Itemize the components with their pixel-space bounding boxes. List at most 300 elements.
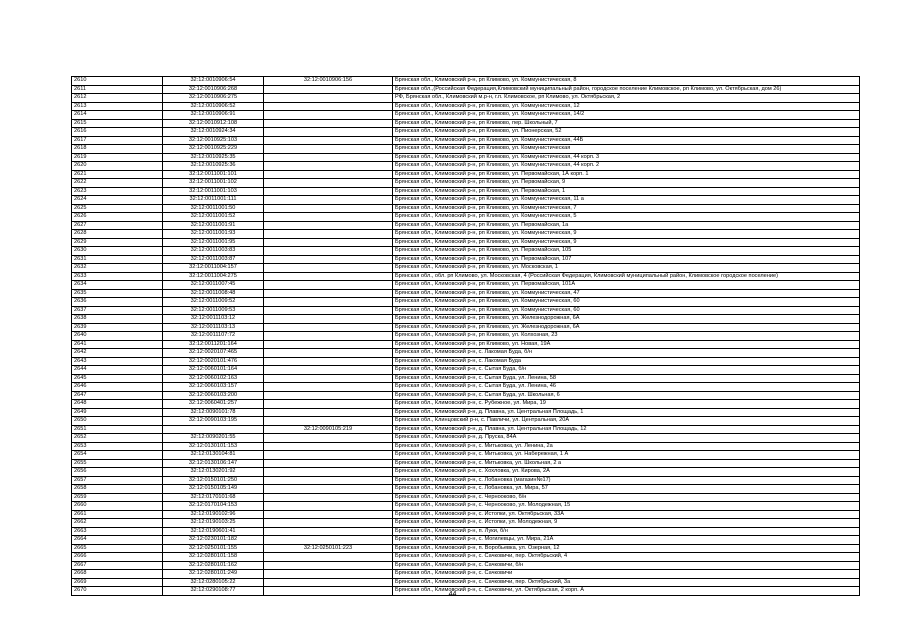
- table-row: [72, 289, 860, 298]
- related-cadastral-number-cell: [264, 315, 393, 324]
- related-cadastral-number-cell: [264, 272, 393, 281]
- row-number-cell: 2649: [72, 408, 163, 417]
- address-cell: Брянская обл., Климовский р-н, рп Климово, ул. Коммунистическая, 9: [393, 238, 860, 247]
- cadastral-number-cell: 32:12:0290108:77: [163, 587, 264, 596]
- cadastral-number-cell: 32:12:0011004:275: [163, 272, 264, 281]
- cadastral-number-cell: 32:12:0011001:102: [163, 179, 264, 188]
- table-row: [72, 485, 860, 494]
- table-row: [72, 187, 860, 196]
- address-cell: Брянская обл., Климовский р-н, с. Лобановка (магазин№17): [393, 476, 860, 485]
- table-row: [72, 230, 860, 239]
- address-cell: Брянская обл., Климовский р-н, с. Истопки, ул. Молодежная, 9: [393, 519, 860, 528]
- cadastral-number-cell: 32:12:0060103:157: [163, 383, 264, 392]
- cadastral-number-cell: 32:12:0060101:164: [163, 366, 264, 375]
- cadastral-number-cell: 32:12:0130104:81: [163, 451, 264, 460]
- row-number-cell: 2665: [72, 544, 163, 553]
- address-cell: Брянская обл., Климовский р-н, рп Климово, ул. Коммунистическая, 7: [393, 204, 860, 213]
- address-cell: Брянская обл., Климовский р-н, с. Могилевцы, ул. Мира, 21А: [393, 536, 860, 545]
- table-row: [72, 145, 860, 154]
- table-row: [72, 272, 860, 281]
- related-cadastral-number-cell: [264, 85, 393, 94]
- related-cadastral-number-cell: [264, 383, 393, 392]
- related-cadastral-number-cell: [264, 349, 393, 358]
- table-row: [72, 179, 860, 188]
- row-number-cell: 2647: [72, 391, 163, 400]
- table-row: [72, 417, 860, 426]
- cadastral-number-cell: 32:12:0011007:45: [163, 281, 264, 290]
- cadastral-number-cell: 32:12:0280101:158: [163, 553, 264, 562]
- related-cadastral-number-cell: [264, 502, 393, 511]
- row-number-cell: 2658: [72, 485, 163, 494]
- row-number-cell: 2646: [72, 383, 163, 392]
- cadastral-number-cell: 32:12:0090201:55: [163, 434, 264, 443]
- row-number-cell: 2627: [72, 221, 163, 230]
- row-number-cell: 2613: [72, 102, 163, 111]
- table-row: [72, 527, 860, 536]
- table-row: [72, 221, 860, 230]
- row-number-cell: 2610: [72, 77, 163, 86]
- table-row: [72, 468, 860, 477]
- address-cell: Брянская обл., Климовский р-н, рп Климово, ул. Железнодорожная, 6А: [393, 323, 860, 332]
- related-cadastral-number-cell: [264, 102, 393, 111]
- related-cadastral-number-cell: [264, 145, 393, 154]
- cadastral-number-cell: 32:12:0011107:72: [163, 332, 264, 341]
- address-cell: Брянская обл., Климовский р-н, рп Климово, ул. Коммунистическая, 14/2: [393, 111, 860, 120]
- table-row: [72, 255, 860, 264]
- address-cell: Брянская обл., Климовский р-н, д. Плавна, ул. Центральная Площадь, 12: [393, 425, 860, 434]
- address-cell: Брянская обл., Климовский р-н, с. Сачковичи, ул. Октябрьская, 2 корп. А: [393, 587, 860, 596]
- related-cadastral-number-cell: [264, 459, 393, 468]
- address-cell: Брянская обл., Климовский р-н, с. Сытая Буда, ул. Школьная, 6: [393, 391, 860, 400]
- related-cadastral-number-cell: [264, 179, 393, 188]
- cadastral-number-cell: 32:12:0170101:68: [163, 493, 264, 502]
- cadastral-number-cell: 32:12:0011201:164: [163, 340, 264, 349]
- table-row: [72, 561, 860, 570]
- related-cadastral-number-cell: [264, 128, 393, 137]
- row-number-cell: 2662: [72, 519, 163, 528]
- related-cadastral-number-cell: [264, 204, 393, 213]
- row-number-cell: 2625: [72, 204, 163, 213]
- address-cell: Брянская обл., Климовский р-н, с. Чернооково, ул. Молодежная, 15: [393, 502, 860, 511]
- address-cell: Брянская обл., Климовский р-н, с. Сачковичи: [393, 570, 860, 579]
- table-row: [72, 264, 860, 273]
- address-cell: Брянская обл., Климовский р-н, с. Митьковка, ул. Набережная, 1 А: [393, 451, 860, 460]
- related-cadastral-number-cell: [264, 468, 393, 477]
- row-number-cell: 2615: [72, 119, 163, 128]
- cadastral-number-cell: 32:12:0130106:147: [163, 459, 264, 468]
- related-cadastral-number-cell: [264, 451, 393, 460]
- table-row: [72, 306, 860, 315]
- related-cadastral-number-cell: [264, 196, 393, 205]
- address-cell: Брянская обл., Климовский р-н, рп Климово, ул. Коммунистическая, 44 корп. 3: [393, 153, 860, 162]
- related-cadastral-number-cell: [264, 255, 393, 264]
- cadastral-number-cell: 32:12:0010912:108: [163, 119, 264, 128]
- address-cell: Брянская обл., Климовский р-н, рп Климово, ул. Пионерская, 52: [393, 128, 860, 137]
- row-number-cell: 2630: [72, 247, 163, 256]
- row-number-cell: 2655: [72, 459, 163, 468]
- related-cadastral-number-cell: [264, 162, 393, 171]
- address-cell: Брянская обл., Климовский р-н, с. Сачковичи, пер. Октябрьский, 4: [393, 553, 860, 562]
- address-cell: Брянская обл., Климовский р-н, рп Климово, ул. Новая, 19А: [393, 340, 860, 349]
- related-cadastral-number-cell: [264, 408, 393, 417]
- row-number-cell: 2644: [72, 366, 163, 375]
- address-cell: Брянская обл., Климовский р-н, с. Рубежное, ул. Мира, 19: [393, 400, 860, 409]
- table-row: [72, 238, 860, 247]
- cadastral-number-cell: 32:12:0011001:95: [163, 238, 264, 247]
- address-cell: Брянская обл., Климовский р-н, с. Митьковка, ул. Школьная, 2 а: [393, 459, 860, 468]
- cadastral-number-cell: 32:12:0010906:275: [163, 94, 264, 103]
- cadastral-number-cell: 32:12:0011004:157: [163, 264, 264, 273]
- related-cadastral-number-cell: [264, 510, 393, 519]
- address-cell: Брянская обл., Климовский р-н, рп Климово, ул. Первомайская, 107: [393, 255, 860, 264]
- table-row: [72, 332, 860, 341]
- row-number-cell: 2640: [72, 332, 163, 341]
- address-cell: Брянская обл., Климовский р-н, рп Климово, ул. Первомайская, 1А корп. 1: [393, 170, 860, 179]
- cadastral-number-cell: 32:12:0150105:149: [163, 485, 264, 494]
- row-number-cell: 2642: [72, 349, 163, 358]
- row-number-cell: 2670: [72, 587, 163, 596]
- cadastral-number-cell: [163, 425, 264, 434]
- row-number-cell: 2632: [72, 264, 163, 273]
- address-cell: Брянская обл., Климовский р-н, рп Климово, ул. Железнодорожная, 6А: [393, 315, 860, 324]
- cadastral-number-cell: 32:12:0280101:162: [163, 561, 264, 570]
- related-cadastral-number-cell: [264, 485, 393, 494]
- cadastral-number-cell: 32:12:0230101:182: [163, 536, 264, 545]
- table-row: [72, 85, 860, 94]
- related-cadastral-number-cell: [264, 536, 393, 545]
- row-number-cell: 2638: [72, 315, 163, 324]
- address-cell: Брянская обл., Климовский р-н, рп Климово, ул. Коммунистическая, 47: [393, 289, 860, 298]
- cadastral-number-cell: 32:12:0011103:13: [163, 323, 264, 332]
- table-row: [72, 519, 860, 528]
- row-number-cell: 2667: [72, 561, 163, 570]
- cadastral-number-cell: 32:12:0130201:92: [163, 468, 264, 477]
- table-row: [72, 340, 860, 349]
- cadastral-number-cell: 32:12:0190601:41: [163, 527, 264, 536]
- row-number-cell: 2617: [72, 136, 163, 145]
- address-cell: Брянская обл., Климовский р-н, рп Климово, ул. Коммунистическая, 60: [393, 306, 860, 315]
- table-row: [72, 111, 860, 120]
- row-number-cell: 2663: [72, 527, 163, 536]
- related-cadastral-number-cell: [264, 238, 393, 247]
- row-number-cell: 2620: [72, 162, 163, 171]
- row-number-cell: 2669: [72, 578, 163, 587]
- table-row: [72, 536, 860, 545]
- cadastral-number-cell: 32:12:0011008:48: [163, 289, 264, 298]
- address-cell: Брянская обл., Климовский р-н, рп Климово, ул. Коммунистическая, 44Б: [393, 136, 860, 145]
- address-cell: Брянская обл., Климовский р-н, рп Климово, ул. Первомайская, 1а: [393, 221, 860, 230]
- table-row: [72, 553, 860, 562]
- row-number-cell: 2656: [72, 468, 163, 477]
- cadastral-number-cell: 32:12:0170104:153: [163, 502, 264, 511]
- table-row: [72, 451, 860, 460]
- related-cadastral-number-cell: [264, 400, 393, 409]
- row-number-cell: 2616: [72, 128, 163, 137]
- related-cadastral-number-cell: [264, 230, 393, 239]
- table-row: [72, 323, 860, 332]
- row-number-cell: 2645: [72, 374, 163, 383]
- address-cell: Брянская обл., Климовский р-н, рп Климово, ул. Первомайская, 105: [393, 247, 860, 256]
- row-number-cell: 2624: [72, 196, 163, 205]
- cadastral-number-cell: 32:12:0010906:268: [163, 85, 264, 94]
- row-number-cell: 2650: [72, 417, 163, 426]
- address-cell: Брянская обл., Климовский р-н, рп Климово, ул. Коммунистическая, 44 корп. 2: [393, 162, 860, 171]
- cadastral-number-cell: 32:12:0010925:35: [163, 153, 264, 162]
- address-cell: Брянская обл., Климовский р-н, рп Климово, ул. Коммунистическая: [393, 145, 860, 154]
- row-number-cell: 2648: [72, 400, 163, 409]
- related-cadastral-number-cell: [264, 476, 393, 485]
- cadastral-number-cell: 32:12:0011001:91: [163, 221, 264, 230]
- table-row: [72, 578, 860, 587]
- address-cell: Брянская обл., Климовский р-н, с. Истопки, ул. Октябрьская, 33А: [393, 510, 860, 519]
- cadastral-number-cell: 32:12:0010925:229: [163, 145, 264, 154]
- related-cadastral-number-cell: [264, 340, 393, 349]
- cadastral-number-cell: 32:12:0190102:96: [163, 510, 264, 519]
- table-row: [72, 391, 860, 400]
- address-cell: Брянская обл., Климовский р-н, рп Климово, пер. Школьный, 7: [393, 119, 860, 128]
- table-row: [72, 374, 860, 383]
- cadastral-number-cell: 32:12:0010925:36: [163, 162, 264, 171]
- related-cadastral-number-cell: [264, 391, 393, 400]
- table-row: [72, 502, 860, 511]
- related-cadastral-number-cell: [264, 264, 393, 273]
- cadastral-number-cell: 32:12:0090103:195: [163, 417, 264, 426]
- table-row: [72, 170, 860, 179]
- related-cadastral-number-cell: 32:12:0010906:156: [264, 77, 393, 86]
- related-cadastral-number-cell: 32:12:0250101:223: [264, 544, 393, 553]
- cadastral-number-cell: 32:12:0010906:91: [163, 111, 264, 120]
- related-cadastral-number-cell: [264, 136, 393, 145]
- cadastral-number-cell: 32:12:0060102:163: [163, 374, 264, 383]
- address-cell: Брянская обл., Климовский р-н, рп Климово, ул. Коммунистическая, 9: [393, 230, 860, 239]
- address-cell: Брянская обл., обл. рп Климово, ул. Московская, 4 (Российская Федерация, Климовский муниципальный район, Климовское городское поселение): [393, 272, 860, 281]
- table-row: [72, 204, 860, 213]
- table-row: [72, 434, 860, 443]
- cadastral-number-cell: 32:12:0190103:25: [163, 519, 264, 528]
- table-row: [72, 349, 860, 358]
- related-cadastral-number-cell: [264, 527, 393, 536]
- related-cadastral-number-cell: [264, 94, 393, 103]
- address-cell: Брянская обл., Климовский р-н, с. Лакомая Буда: [393, 357, 860, 366]
- row-number-cell: 2661: [72, 510, 163, 519]
- address-cell: Брянская обл., Климовский р-н, рп Климово, ул. Коммунистическая, 8: [393, 77, 860, 86]
- row-number-cell: 2639: [72, 323, 163, 332]
- related-cadastral-number-cell: [264, 221, 393, 230]
- row-number-cell: 2659: [72, 493, 163, 502]
- related-cadastral-number-cell: [264, 366, 393, 375]
- cadastral-number-cell: 32:12:0011103:12: [163, 315, 264, 324]
- address-cell: Брянская обл., Климовский р-н, с. Лобановка, ул. Мира, 57: [393, 485, 860, 494]
- related-cadastral-number-cell: [264, 578, 393, 587]
- row-number-cell: 2619: [72, 153, 163, 162]
- address-cell: Брянская обл., Климовский р-н, д. Пруска, 84А: [393, 434, 860, 443]
- address-cell: Брянская обл., Климовский р-н, рп Климово, ул. Коммунистическая, 5: [393, 213, 860, 222]
- address-cell: Брянская обл., Климовский р-н, д. Плавна, ул. Центральная Площадь, 1: [393, 408, 860, 417]
- cadastral-number-cell: 32:12:0011001:50: [163, 204, 264, 213]
- cadastral-number-cell: 32:12:0011001:101: [163, 170, 264, 179]
- row-number-cell: 2666: [72, 553, 163, 562]
- cadastral-number-cell: 32:12:0060103:200: [163, 391, 264, 400]
- row-number-cell: 2629: [72, 238, 163, 247]
- cadastral-number-cell: 32:12:0090101:78: [163, 408, 264, 417]
- row-number-cell: 2621: [72, 170, 163, 179]
- row-number-cell: 2622: [72, 179, 163, 188]
- row-number-cell: 2635: [72, 289, 163, 298]
- cadastral-number-cell: 32:12:0011003:87: [163, 255, 264, 264]
- address-cell: РФ, Брянская обл., Климовский м.р-н, г.п. Климовское, рп Климово, ул. Октябрьская, 2: [393, 94, 860, 103]
- related-cadastral-number-cell: [264, 213, 393, 222]
- table-row: [72, 544, 860, 553]
- table-row: [72, 128, 860, 137]
- address-cell: Брянская обл., Климовский р-н, рп Климово, ул. Первомайская, 1: [393, 187, 860, 196]
- table-row: [72, 77, 860, 86]
- row-number-cell: 2636: [72, 298, 163, 307]
- related-cadastral-number-cell: [264, 153, 393, 162]
- related-cadastral-number-cell: [264, 570, 393, 579]
- related-cadastral-number-cell: 32:12:0090105:219: [264, 425, 393, 434]
- related-cadastral-number-cell: [264, 493, 393, 502]
- related-cadastral-number-cell: [264, 357, 393, 366]
- document-sheet: [71, 76, 860, 596]
- table-row: [72, 196, 860, 205]
- row-number-cell: 2652: [72, 434, 163, 443]
- address-cell: Брянская обл., Климовский р-н, с. Сытая Буда, ул. Ленина, 58: [393, 374, 860, 383]
- cadastral-number-cell: 32:12:0010906:52: [163, 102, 264, 111]
- related-cadastral-number-cell: [264, 298, 393, 307]
- related-cadastral-number-cell: [264, 374, 393, 383]
- related-cadastral-number-cell: [264, 553, 393, 562]
- table-row: [72, 493, 860, 502]
- related-cadastral-number-cell: [264, 119, 393, 128]
- row-number-cell: 2653: [72, 442, 163, 451]
- table-row: [72, 510, 860, 519]
- address-cell: Брянская обл., Климовский р-н, с. Сачковичи, пер. Октябрьский, 3а: [393, 578, 860, 587]
- related-cadastral-number-cell: [264, 417, 393, 426]
- address-cell: Брянская обл., Климовский р-н, рп Климово, ул. Первомайская, 9: [393, 179, 860, 188]
- cadastral-number-cell: 32:12:0280105:22: [163, 578, 264, 587]
- table-row: [72, 408, 860, 417]
- table-row: [72, 459, 860, 468]
- related-cadastral-number-cell: [264, 281, 393, 290]
- related-cadastral-number-cell: [264, 434, 393, 443]
- row-number-cell: 2668: [72, 570, 163, 579]
- cadastral-number-cell: 32:12:0010924:34: [163, 128, 264, 137]
- row-number-cell: 2657: [72, 476, 163, 485]
- table-row: [72, 298, 860, 307]
- row-number-cell: 2643: [72, 357, 163, 366]
- registry-table: [71, 76, 860, 596]
- related-cadastral-number-cell: [264, 111, 393, 120]
- table-row: [72, 94, 860, 103]
- cadastral-number-cell: 32:12:0010925:103: [163, 136, 264, 145]
- cadastral-number-cell: 32:12:0250101:155: [163, 544, 264, 553]
- cadastral-number-cell: 32:12:0011001:93: [163, 230, 264, 239]
- related-cadastral-number-cell: [264, 323, 393, 332]
- row-number-cell: 2660: [72, 502, 163, 511]
- row-number-cell: 2628: [72, 230, 163, 239]
- row-number-cell: 2618: [72, 145, 163, 154]
- table-row: [72, 281, 860, 290]
- page-number: 44: [448, 591, 457, 598]
- address-cell: Брянская обл., Климовский р-н, рп Климово, ул. Колхозная, 23: [393, 332, 860, 341]
- table-row: [72, 102, 860, 111]
- address-cell: Брянская обл., Климовский р-н, с. Сачковичи, б/н: [393, 561, 860, 570]
- address-cell: Брянская обл., Климовский р-н, п. Луки, б/н: [393, 527, 860, 536]
- related-cadastral-number-cell: [264, 442, 393, 451]
- address-cell: Брянская обл., Климовский р-н, с. Лакомая Буда, б/н: [393, 349, 860, 358]
- address-cell: Брянская обл., Климовский р-н, рп Климово, ул. Первомайская, 101А: [393, 281, 860, 290]
- address-cell: Брянская обл., Климовский р-н, рп Климово, ул. Московская, 1: [393, 264, 860, 273]
- cadastral-number-cell: 32:12:0280101:249: [163, 570, 264, 579]
- row-number-cell: 2611: [72, 85, 163, 94]
- cadastral-number-cell: 32:12:0011001:52: [163, 213, 264, 222]
- cadastral-number-cell: 32:12:0011001:103: [163, 187, 264, 196]
- table-row: [72, 476, 860, 485]
- address-cell: Брянская обл., Климовский р-н, с. Чернооково, б/н: [393, 493, 860, 502]
- address-cell: Брянская обл.,(Российская Федерация,Климовский муниципальный район, городское поселение Климовское, рп Климово, ул. Октябрьская, дом 26): [393, 85, 860, 94]
- cadastral-number-cell: 32:12:0130101:153: [163, 442, 264, 451]
- address-cell: Брянская обл., Климовский р-н, рп Климово, ул. Коммунистическая, 60: [393, 298, 860, 307]
- table-row: [72, 366, 860, 375]
- address-cell: Брянская обл., Климовский р-н, с. Хохловка, ул. Кирова, 2А: [393, 468, 860, 477]
- row-number-cell: 2664: [72, 536, 163, 545]
- table-row: [72, 119, 860, 128]
- row-number-cell: 2614: [72, 111, 163, 120]
- cadastral-number-cell: 32:12:0011009:52: [163, 298, 264, 307]
- registry-table-body: [72, 77, 860, 596]
- related-cadastral-number-cell: [264, 289, 393, 298]
- address-cell: Брянская обл., Климовский р-н, с. Митьковка, ул. Ленина, 2а: [393, 442, 860, 451]
- cadastral-number-cell: 32:12:0010906:54: [163, 77, 264, 86]
- table-row: [72, 570, 860, 579]
- row-number-cell: 2634: [72, 281, 163, 290]
- table-row: [72, 162, 860, 171]
- address-cell: Брянская обл., Клинцовский р-н, с. Павличи, ул. Центральная, 20А: [393, 417, 860, 426]
- cadastral-number-cell: 32:12:0020101:476: [163, 357, 264, 366]
- row-number-cell: 2623: [72, 187, 163, 196]
- cadastral-number-cell: 32:12:0060401:257: [163, 400, 264, 409]
- cadastral-number-cell: 32:12:0011001:111: [163, 196, 264, 205]
- table-row: [72, 153, 860, 162]
- address-cell: Брянская обл., Климовский р-н, рп Климово, ул. Коммунистическая, 11 а: [393, 196, 860, 205]
- row-number-cell: 2631: [72, 255, 163, 264]
- address-cell: Брянская обл., Климовский р-н, рп Климово, ул. Коммунистическая, 12: [393, 102, 860, 111]
- table-row: [72, 400, 860, 409]
- related-cadastral-number-cell: [264, 332, 393, 341]
- cadastral-number-cell: 32:12:0020107:465: [163, 349, 264, 358]
- table-row: [72, 425, 860, 434]
- row-number-cell: 2654: [72, 451, 163, 460]
- row-number-cell: 2626: [72, 213, 163, 222]
- related-cadastral-number-cell: [264, 561, 393, 570]
- cadastral-number-cell: 32:12:0150101:250: [163, 476, 264, 485]
- related-cadastral-number-cell: [264, 247, 393, 256]
- row-number-cell: 2641: [72, 340, 163, 349]
- cadastral-number-cell: 32:12:0011003:83: [163, 247, 264, 256]
- table-row: [72, 383, 860, 392]
- related-cadastral-number-cell: [264, 519, 393, 528]
- address-cell: Брянская обл., Климовский р-н, с. Сытая Буда, ул. Ленина, 46: [393, 383, 860, 392]
- related-cadastral-number-cell: [264, 170, 393, 179]
- table-row: [72, 442, 860, 451]
- related-cadastral-number-cell: [264, 306, 393, 315]
- address-cell: Брянская обл., Климовский р-н, п. Воробьевка, ул. Озерная, 12: [393, 544, 860, 553]
- row-number-cell: 2612: [72, 94, 163, 103]
- row-number-cell: 2633: [72, 272, 163, 281]
- table-row: [72, 357, 860, 366]
- row-number-cell: 2637: [72, 306, 163, 315]
- row-number-cell: 2651: [72, 425, 163, 434]
